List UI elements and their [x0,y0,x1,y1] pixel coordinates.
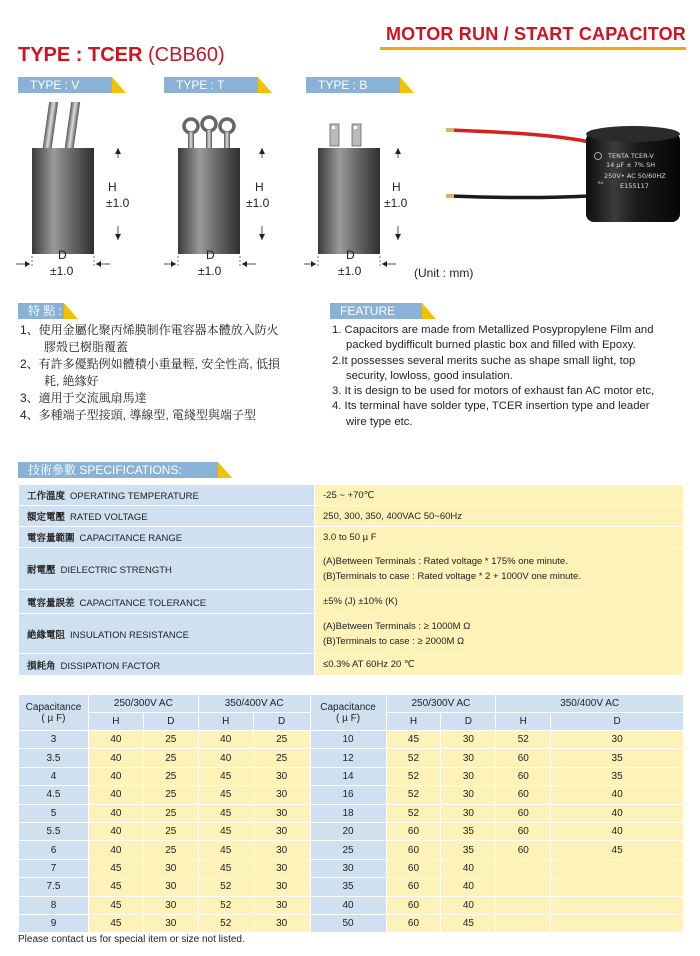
photo-label-line4: E155117 [620,182,649,190]
dimension-cell: 25 [253,731,310,749]
spec-label-zh: 工作溫度 [27,491,66,502]
dimension-cell: 40 [88,822,143,840]
unit-label: (Unit : mm) [414,266,474,280]
spec-row [19,614,684,654]
capacitance-cell: 7 [19,859,89,877]
type-b-h-label: H [392,180,401,194]
spec-label-en: OPERATING TEMPERATURE [70,491,199,502]
dimension-cell: 25 [143,749,198,767]
features-en-line: 4. Its terminal have solder type, TCER insertion type and leader [332,400,650,413]
d-header: D [143,713,198,731]
type-v-tag: TYPE : V [18,77,112,93]
dimension-cell: 30 [441,731,496,749]
dimension-cell: 25 [143,767,198,785]
capacitance-header-unit: ( µ F) [336,712,361,724]
d-header: D [551,713,684,731]
dimension-cell: 52 [496,731,551,749]
spec-label-en: RATED VOLTAGE [70,512,148,523]
dimension-cell: 52 [198,896,253,914]
features-zh-item [20,322,320,356]
dimension-header-row [19,695,684,713]
dimension-cell: 52 [386,749,441,767]
table-row [19,786,684,804]
dimension-cell: 52 [386,786,441,804]
catalog-title: MOTOR RUN / START CAPACITOR [385,24,686,44]
spec-label [19,654,315,676]
features-en-list [332,323,694,430]
dimension-cell: 45 [198,786,253,804]
dimension-cell: 45 [198,841,253,859]
h-header: H [386,713,441,731]
spec-value [315,485,684,506]
spec-value [315,548,684,590]
capacitance-header-label: Capacitance [25,701,82,713]
spec-label [19,485,315,506]
dimension-cell: 40 [88,804,143,822]
dimension-cell [551,878,684,896]
capacitance-cell: 30 [310,859,386,877]
dimension-cell [551,914,684,932]
features-zh-line: 膠殼已樹脂覆蓋 [44,340,129,354]
spec-value [315,654,684,676]
group-250-300-header: 250/300V AC [88,695,198,713]
capacitance-cell: 25 [310,841,386,859]
spec-label [19,590,315,614]
dimension-cell: 60 [386,841,441,859]
dimension-cell: 25 [143,841,198,859]
features-zh-tag: 特 點 : [18,303,64,319]
features-en-line: 3. It is design to be used for motors of exhaust fan AC motor etc, [332,385,655,398]
h-header: H [496,713,551,731]
type-b-h-tol: ±1.0 [384,196,408,210]
dimension-cell: 60 [496,841,551,859]
spec-row [19,506,684,527]
dimension-cell [496,859,551,877]
table-row [19,804,684,822]
features-zh-line: 3、適用于交流風扇馬達 [20,391,147,405]
dimension-cell: 45 [198,804,253,822]
spec-label [19,506,315,527]
dimension-cell [551,896,684,914]
dimension-cell: 45 [198,859,253,877]
features-zh-line: 4、多種端子型接頭, 導線型, 電綫型與端子型 [20,408,257,422]
features-zh-item [20,356,320,390]
dimension-cell: 30 [441,767,496,785]
capacitance-cell: 4 [19,767,89,785]
capacitance-cell: 3.5 [19,749,89,767]
spec-label [19,527,315,548]
type-t-d-label: D [206,248,215,262]
type-b-d-tol: ±1.0 [338,264,362,278]
dimension-cell: 45 [88,878,143,896]
dimension-cell [496,878,551,896]
dimension-cell: 40 [441,859,496,877]
spec-value-line: -25 ~ +70℃ [323,489,375,501]
spec-label-zh: 電容量範圍 [27,533,75,544]
dimension-cell: 40 [551,804,684,822]
dimension-cell: 60 [386,859,441,877]
spec-label-en: INSULATION RESISTANCE [70,629,189,641]
capacitance-cell: 20 [310,822,386,840]
dimension-cell: 52 [386,767,441,785]
dimension-cell: 30 [253,822,310,840]
photo-label-line2: 14 µF ± 7% SH [606,161,656,169]
dimension-cell: 35 [441,822,496,840]
table-row [19,822,684,840]
capacitance-cell: 9 [19,914,89,932]
type-v-d-tol: ±1.0 [50,264,74,278]
dimension-cell: 60 [386,878,441,896]
spec-value [315,614,684,654]
capacitance-header [310,695,386,731]
capacitance-cell: 50 [310,914,386,932]
spec-value-line: (B)Terminals to case : Rated voltage * 2 + 1000V one minute. [323,570,581,582]
dimension-cell: 40 [198,731,253,749]
group-350-400-header: 350/400V AC [496,695,684,713]
features-zh-line: 耗, 絶緣好 [44,374,99,388]
features-en-line: security, lowloss, good insulation. [346,369,513,382]
features-zh-line: 1、使用金屬化聚丙烯膜制作電容器本體放入防火 [20,323,279,337]
dimension-cell: 45 [88,914,143,932]
type-v-d-label: D [58,248,67,262]
dimension-cell: 45 [198,822,253,840]
capacitance-cell: 6 [19,841,89,859]
table-row [19,896,684,914]
spec-label-zh: 絶緣電阻 [27,629,66,641]
spec-value-line: 250, 300, 350, 400VAC 50~60Hz [323,510,462,522]
features-en-line: wire type etc. [346,415,413,428]
spec-value-line: (A)Between Terminals : Rated voltage * 175% one minute. [323,555,568,567]
dimension-cell: 52 [198,914,253,932]
type-t-d-tol: ±1.0 [198,264,222,278]
capacitance-cell: 5.5 [19,822,89,840]
capacitance-cell: 35 [310,878,386,896]
dimension-cell [551,859,684,877]
dimension-cell: 30 [253,859,310,877]
spec-label [19,548,315,590]
dimension-cell: 45 [198,767,253,785]
capacitance-cell: 18 [310,804,386,822]
features-zh-line: 2、有許多優點例如體積小重量輕, 安全性高, 低損 [20,357,281,371]
capacitance-header-label: Capacitance [320,701,376,713]
spec-label-zh: 耐電壓 [27,564,56,576]
dimension-cell: 40 [88,731,143,749]
h-header: H [88,713,143,731]
dimension-cell: 45 [551,841,684,859]
spec-label-zh: 額定電壓 [27,512,66,523]
h-header: H [198,713,253,731]
dimension-cell: 30 [253,914,310,932]
spec-label-en: CAPACITANCE RANGE [79,533,183,544]
spec-label-zh: 損耗角 [27,660,56,672]
dimension-cell: 60 [496,804,551,822]
table-row [19,731,684,749]
features-en-line: packed bydifficult burned plastic box and filled with Epoxy. [346,339,636,352]
type-t-tag: TYPE : T [164,77,258,93]
features-zh-item [20,407,320,424]
capacitance-cell: 7.5 [19,878,89,896]
dimension-cell [496,914,551,932]
specifications-table [18,484,684,676]
dimension-cell: 35 [551,767,684,785]
dimension-cell: 30 [253,767,310,785]
capacitance-cell: 14 [310,767,386,785]
spec-row [19,590,684,614]
type-t-h-label: H [255,180,264,194]
dimension-cell: 30 [441,786,496,804]
dimension-cell: 35 [441,841,496,859]
capacitance-header [19,695,89,731]
table-row [19,914,684,932]
photo-label-line3: 250V• AC 50/60HZ [604,172,666,180]
type-b-tag: TYPE : B [306,77,400,93]
features-en-tag: FEATURE [330,303,422,319]
features-zh-item [20,390,320,407]
features-zh-list [20,322,320,424]
spec-row [19,548,684,590]
capacitance-cell: 10 [310,731,386,749]
type-v-h-tol: ±1.0 [106,196,130,210]
capacitance-cell: 4.5 [19,786,89,804]
dimension-cell: 25 [143,822,198,840]
dimension-cell: 40 [88,749,143,767]
dimension-cell: 25 [143,804,198,822]
dimension-cell: 40 [441,878,496,896]
capacitance-cell: 12 [310,749,386,767]
dimension-cell: 30 [441,749,496,767]
table-row [19,878,684,896]
dimension-cell: 25 [143,731,198,749]
dimension-cell: 30 [143,914,198,932]
features-en-line: 1. Capacitors are made from Metallized Posypropylene Film and [332,324,654,336]
dimension-cell: 60 [386,896,441,914]
type-v-drawing [14,96,154,276]
dimension-cell: 30 [253,878,310,896]
spec-value [315,506,684,527]
capacitance-cell: 40 [310,896,386,914]
dimension-cell: 30 [551,731,684,749]
type-b-d-label: D [346,248,355,262]
product-type-title [18,44,225,67]
dimension-cell: 40 [441,896,496,914]
features-en-item [332,384,694,399]
dimension-cell: 45 [386,731,441,749]
dimension-cell: 30 [143,859,198,877]
dimension-cell: 52 [386,804,441,822]
type-prefix: TYPE : TCER [18,44,143,66]
dimension-cell: 30 [253,841,310,859]
spec-label-en: DIELECTRIC STRENGTH [60,564,172,576]
dimension-cell: 60 [496,767,551,785]
dimension-cell: 60 [386,822,441,840]
spec-label [19,614,315,654]
title-underline [380,47,686,50]
dimension-cell: 35 [551,749,684,767]
dimension-cell: 45 [88,896,143,914]
spec-row [19,527,684,548]
capacitance-cell: 16 [310,786,386,804]
dimension-cell: 40 [551,786,684,804]
dimension-cell: 60 [496,786,551,804]
dimension-cell: 30 [253,786,310,804]
dimension-cell [496,896,551,914]
table-row [19,841,684,859]
spec-value [315,590,684,614]
capacitor-photo [440,112,690,232]
dimension-cell: 40 [88,786,143,804]
table-row [19,767,684,785]
dimension-table [18,694,684,933]
spec-value-line: (B)Terminals to case : ≥ 2000M Ω [323,635,465,647]
type-suffix: (CBB60) [148,44,225,66]
dimension-cell: 40 [88,841,143,859]
dimension-cell: 25 [253,749,310,767]
spec-row [19,485,684,506]
dimension-cell: 40 [551,822,684,840]
spec-label-en: CAPACITANCE TOLERANCE [79,597,207,609]
features-en-item [332,323,694,354]
dimension-cell: 30 [253,804,310,822]
dimension-cell: 52 [198,878,253,896]
group-350-400-header: 350/400V AC [198,695,310,713]
dimension-cell: 25 [143,786,198,804]
spec-value [315,527,684,548]
spec-row [19,654,684,676]
group-250-300-header: 250/300V AC [386,695,496,713]
dimension-cell: 30 [143,896,198,914]
spec-label-zh: 電容量誤差 [27,597,75,609]
d-header: D [253,713,310,731]
capacitance-cell: 5 [19,804,89,822]
photo-label-line1: TENTA TCER-V [608,152,654,160]
dimension-cell: 30 [253,896,310,914]
svg-text:ᴿᵁ: ᴿᵁ [598,181,604,188]
type-t-h-tol: ±1.0 [246,196,270,210]
spec-value-line: (A)Between Terminals : ≥ 1000M Ω [323,620,471,632]
features-en-item [332,354,694,385]
dimension-cell: 30 [441,804,496,822]
footnote: Please contact us for special item or size not listed. [18,934,245,945]
features-en-line: 2.It possesses several merits suche as shape small light, top [332,354,636,367]
table-row [19,749,684,767]
table-row [19,859,684,877]
dimension-cell: 45 [441,914,496,932]
capacitance-cell: 8 [19,896,89,914]
dimension-cell: 40 [88,767,143,785]
type-v-h-label: H [108,180,117,194]
dimension-cell: 60 [386,914,441,932]
d-header: D [441,713,496,731]
specifications-tag: 技術參數 SPECIFICATIONS: [18,462,218,478]
dimension-cell: 45 [88,859,143,877]
spec-value-line: ±5% (J) ±10% (K) [323,596,398,607]
spec-value-line: ≤0.3% AT 60Hz 20 ℃ [323,659,415,670]
type-t-drawing [162,96,302,276]
features-en-item [332,399,694,430]
capacitance-cell: 3 [19,731,89,749]
dimension-cell: 40 [198,749,253,767]
dimension-cell: 60 [496,749,551,767]
dimension-cell: 30 [143,878,198,896]
capacitance-header-unit: ( µ F) [41,712,66,724]
dimension-cell: 60 [496,822,551,840]
spec-label-en: DISSIPATION FACTOR [60,660,161,672]
type-b-drawing [302,96,442,276]
spec-value-line: 3.0 to 50 µ F [323,531,377,543]
